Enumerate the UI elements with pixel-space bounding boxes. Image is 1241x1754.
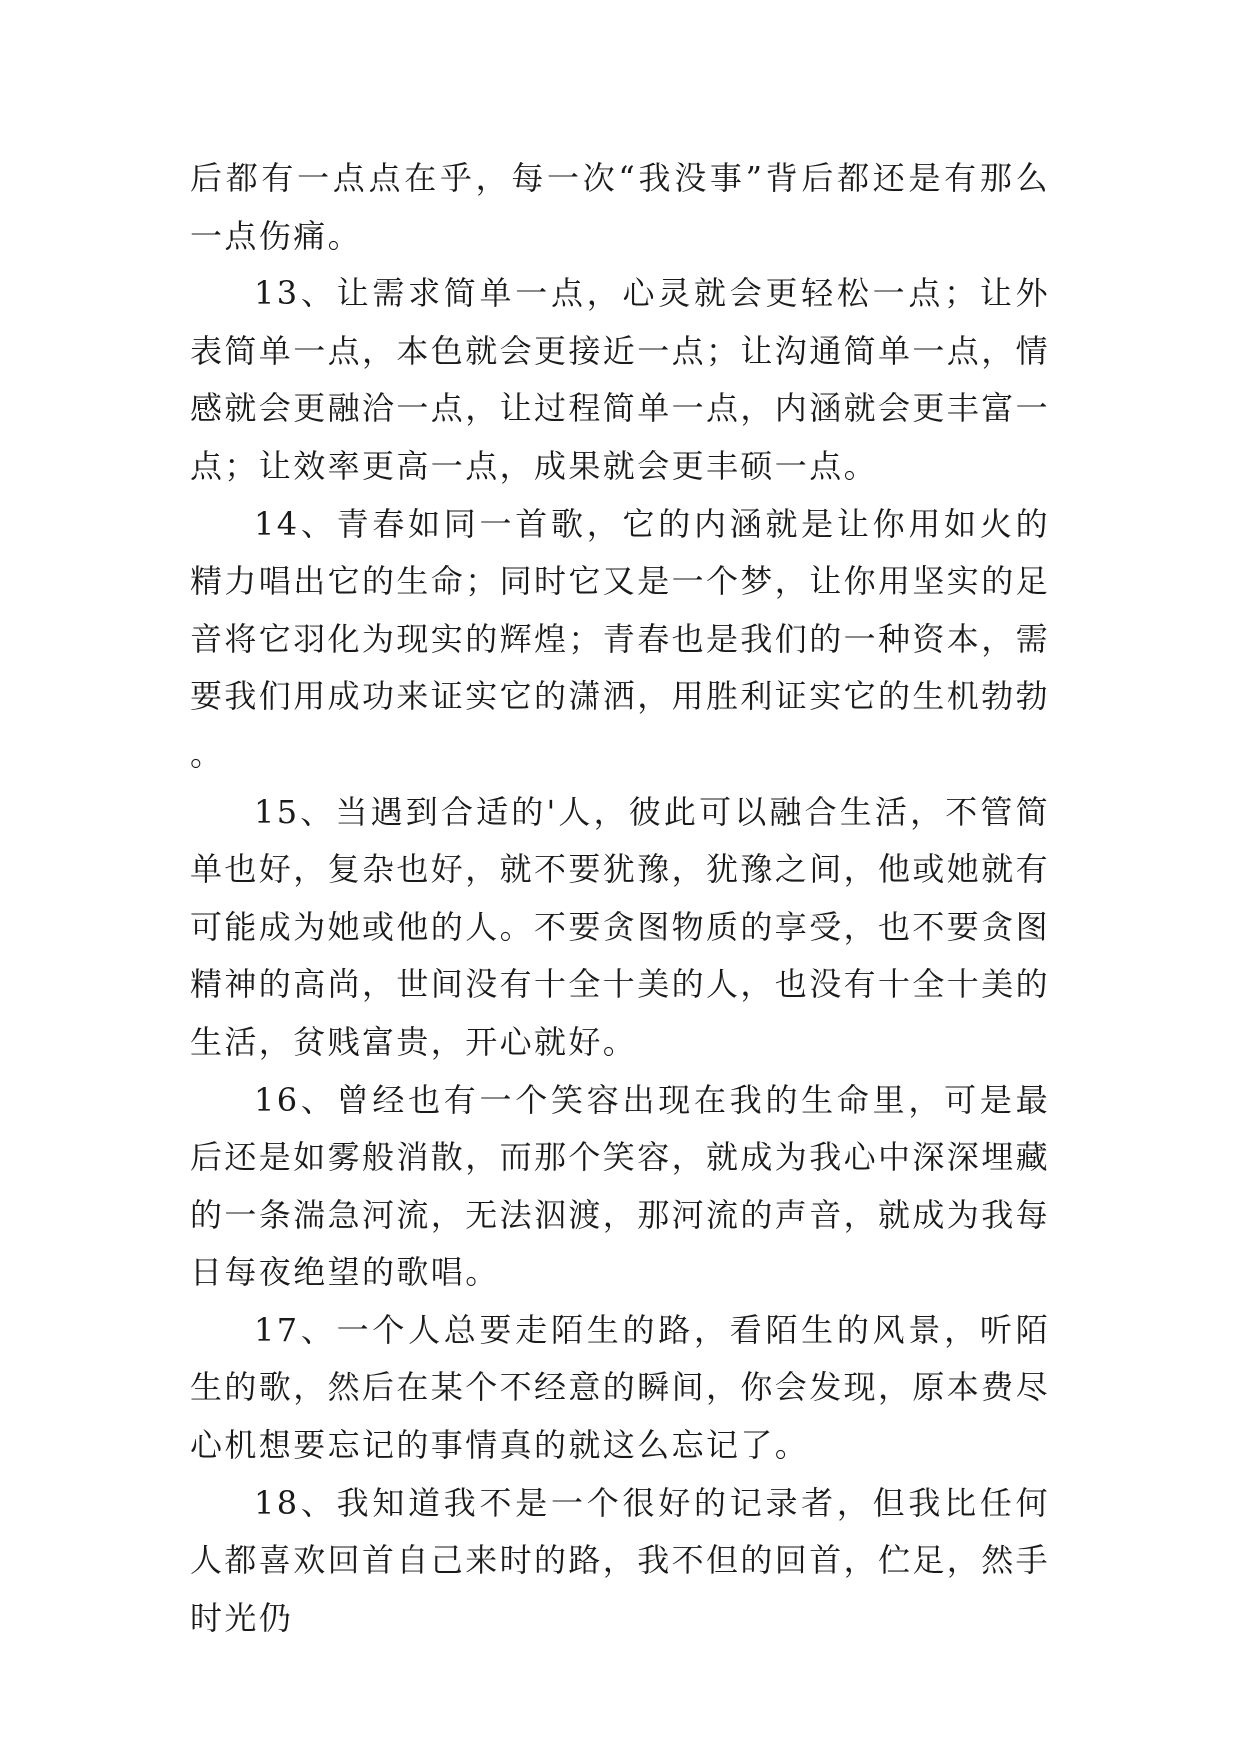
paragraph-item-15: 15、当遇到合适的'人，彼此可以融合生活，不管简单也好，复杂也好，就不要犹豫，犹豫之间，他或她就有可能成为她或他的人。不要贪图物质的享受，也不要贪图精神的高尚，世间没有十全十美的人，也没有十全十美的生活，贫贱富贵，开心就好。 (190, 792, 1051, 1061)
document-page (190, 150, 1050, 1647)
paragraph-item-18: 18、我知道我不是一个很好的记录者，但我比任何人都喜欢回首自己来时的路，我不但的回首，伫足，然手时光仍 (190, 1483, 1051, 1637)
paragraph-item-13: 13、让需求简单一点，心灵就会更轻松一点；让外表简单一点，本色就会更接近一点；让沟通简单一点，情感就会更融洽一点，让过程简单一点，内涵就会更丰富一点；让效率更高一点，成果就会更丰硕一点。 (190, 274, 1051, 485)
paragraph-item-14: 14、青春如同一首歌，它的内涵就是让你用如火的精力唱出它的生命；同时它又是一个梦，让你用坚实的足音将它羽化为现实的辉煌；青春也是我们的一种资本，需要我们用成功来证实它的潇洒，用胜利证实它的生机勃勃。 (190, 504, 1051, 773)
paragraph-continuation: 后都有一点点在乎，每一次“我没事”背后都还是有那么一点伤痛。 (190, 159, 1050, 255)
paragraph-item-16: 16、曾经也有一个笑容出现在我的生命里，可是最后还是如雾般消散，而那个笑容，就成为我心中深深埋藏的一条湍急河流，无法泅渡，那河流的声音，就成为我每日每夜绝望的歌唱。 (190, 1080, 1051, 1292)
paragraph-item-17: 17、一个人总要走陌生的路，看陌生的风景，听陌生的歌，然后在某个不经意的瞬间，你会发现，原本费尽心机想要忘记的事情真的就这么忘记了。 (190, 1310, 1051, 1465)
